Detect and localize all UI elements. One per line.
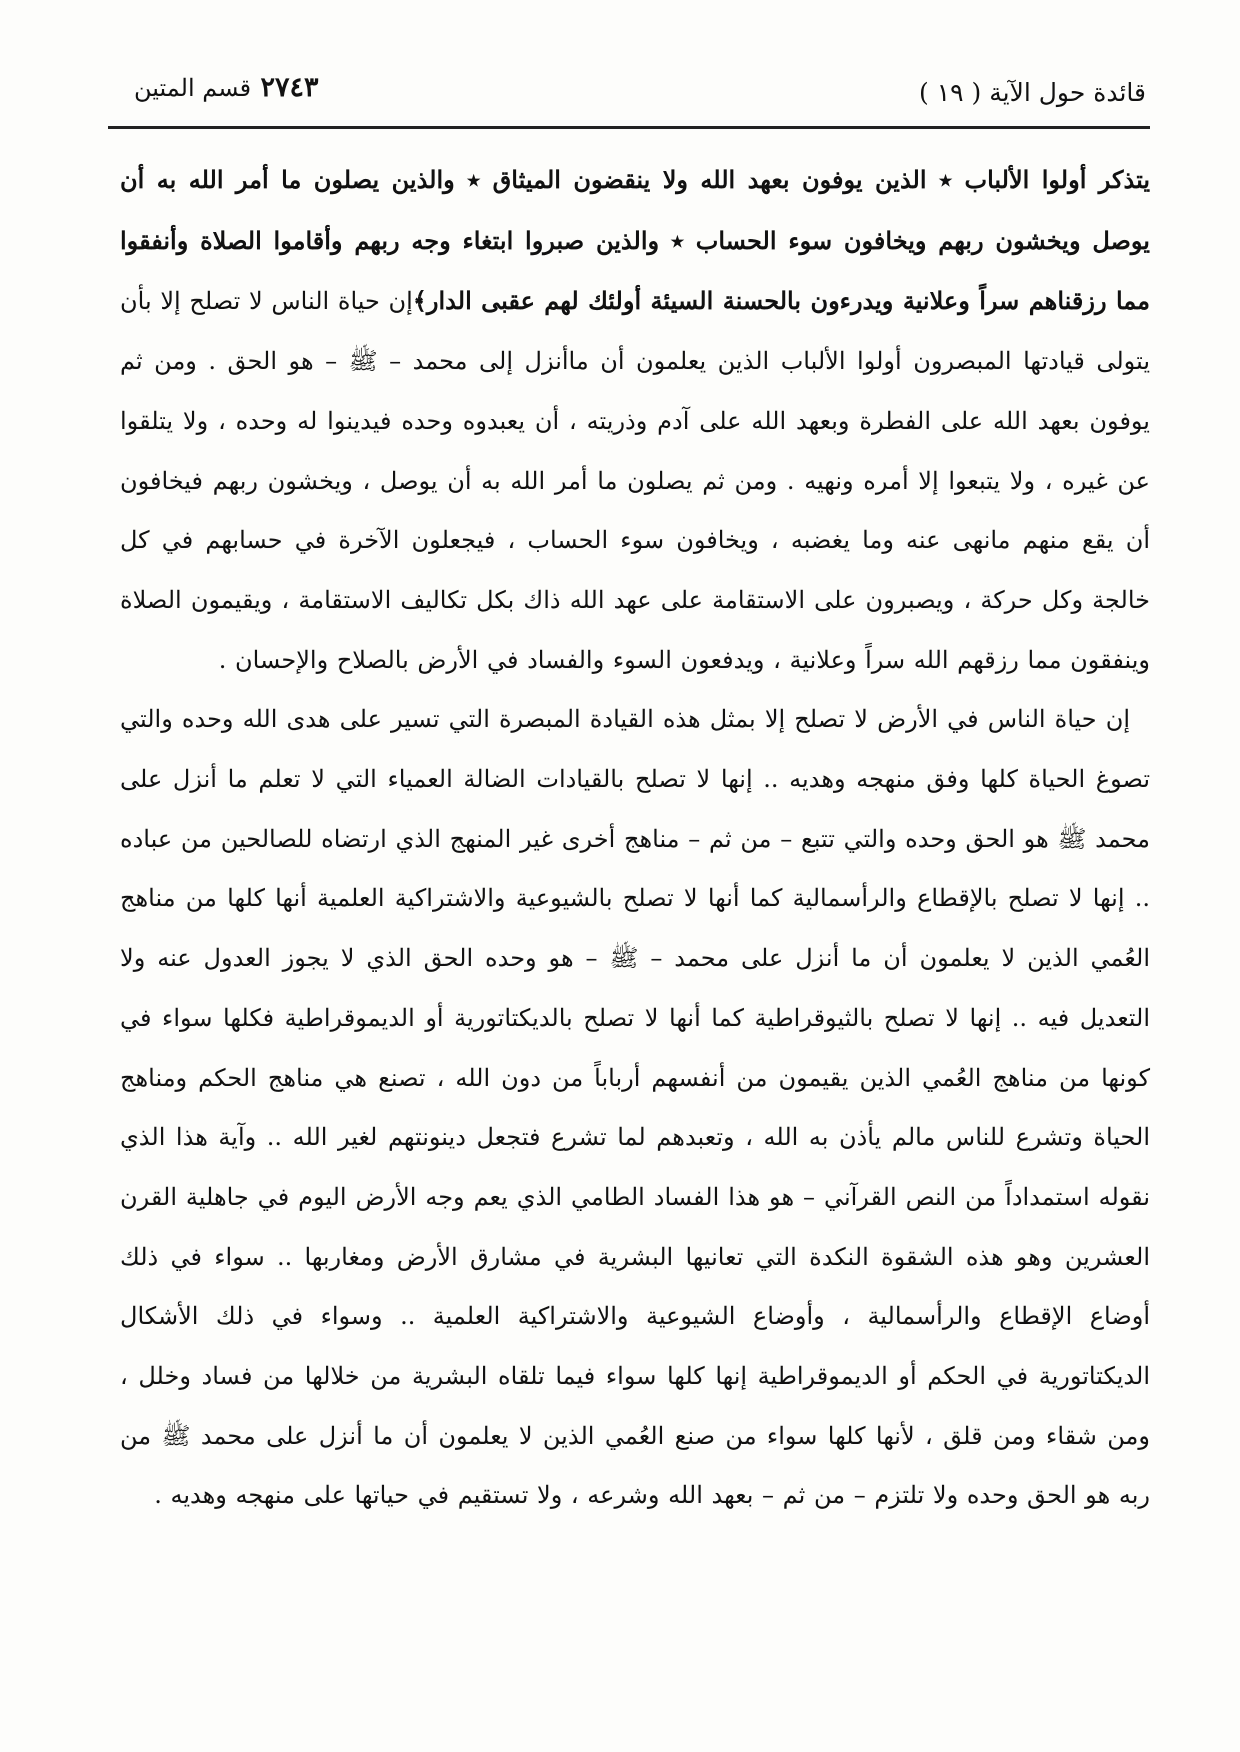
paragraph-1 [120,150,1150,690]
quran-verse: يتذكر أولوا الألباب ٭ الذين يوفون بعهد الله ولا ينقضون الميثاق ٭ والذين يصلون ما أمر الله به أن يوصل ويخشون ربهم ويخافون سوء الحساب ٭ والذين صبروا ابتغاء وجه ربهم وأقاموا الصلاة وأنفقوا مما رزقناهم سراً وعلانية ويدرءون بالحسنة السيئة أولئك لهم عقبى الدار﴾ [120,165,1151,316]
paragraph-2 [120,690,1150,1526]
page-header [108,60,1150,129]
paragraph-2-text: إن حياة الناس في الأرض لا تصلح إلا بمثل هذه القيادة المبصرة التي تسير على هدى الله وحده والتي تصوغ الحياة كلها وفق منهجه وهديه .. إنها لا تصلح بالقيادات الضالة العمياء التي لا تعلم ما أنزل على محمد ﷺ هو الحق وحده والتي تتبع – من ثم – مناهج أخرى غير المنهج الذي ارتضاه للصالحين من عباده .. إنها لا تصلح بالإقطاع والرأسمالية كما أنها لا تصلح بالشيوعية والاشتراكية العلمية أنها كلها من مناهج العُمي الذين لا يعلمون أن ما أنزل على محمد – ﷺ – هو وحده الحق الذي لا يجوز العدول عنه ولا التعديل فيه .. إنها لا تصلح بالثيوقراطية كما أنها لا تصلح بالديكتاتورية أو الديموقراطية فكلها سواء في كونها من مناهج العُمي الذين يقيمون من أنفسهم أرباباً من دون الله ، تصنع هي مناهج الحكم ومناهج الحياة وتشرع للناس مالم يأذن به الله ، وتعبدهم لما تشرع فتجعل دينونتهم لغير الله .. وآية هذا الذي نقوله استمداداً من النص القرآني – هو هذا الفساد الطامي الذي يعم وجه الأرض اليوم في جاهلية القرن العشرين وهو هذه الشقوة النكدة التي تعانيها البشرية في مشارق الأرض ومغاربها .. سواء في ذلك أوضاع الإقطاع والرأسمالية ، وأوضاع الشيوعية والاشتراكية العلمية .. وسواء في ذلك الأشكال الديكتاتورية في الحكم أو الديموقراطية إنها كلها سواء فيما تلقاه البشرية من خلالها من فساد وخلل ، ومن شقاء ومن قلق ، لأنها كلها سواء من صنع العُمي الذين لا يعلمون أن ما أنزل على محمد ﷺ من ربه هو الحق وحده ولا تلتزم – من ثم – بعهد الله وشرعه ، ولا تستقيم في حياتها على منهجه وهديه . [120,705,1150,1510]
running-title: قائدة حول الآية ( ١٩ ) [919,78,1146,107]
paragraph-1-text: إن حياة الناس لا تصلح إلا بأن يتولى قيادتها المبصرون أولوا الألباب الذين يعلمون أن ماأنزل إلى محمد – ﷺ – هو الحق . ومن ثم يوفون بعهد الله على الفطرة وبعهد الله على آدم وذريته ، أن يعبدوه وحده فيدينوا له وحده ، ولا يتلقوا عن غيره ، ولا يتبعوا إلا أمره ونهيه . ومن ثم يصلون ما أمر الله به أن يوصل ، ويخشون ربهم فيخافون أن يقع منهم مانهى عنه وما يغضبه ، ويخافون سوء الحساب ، فيجعلون الآخرة في حسابهم في كل خالجة وكل حركة ، ويصبرون على الاستقامة على عهد الله ذاك بكل تكاليف الاستقامة ، ويقيمون الصلاة وينفقون مما رزقهم الله سراً وعلانية ، ويدفعون السوء والفساد في الأرض بالصلاح والإحسان . [120,287,1151,674]
header-left [112,72,319,103]
page-body [120,150,1150,1526]
page-number: ٢٧٤٣ [260,72,319,103]
section-name: قسم المتين [134,74,252,102]
